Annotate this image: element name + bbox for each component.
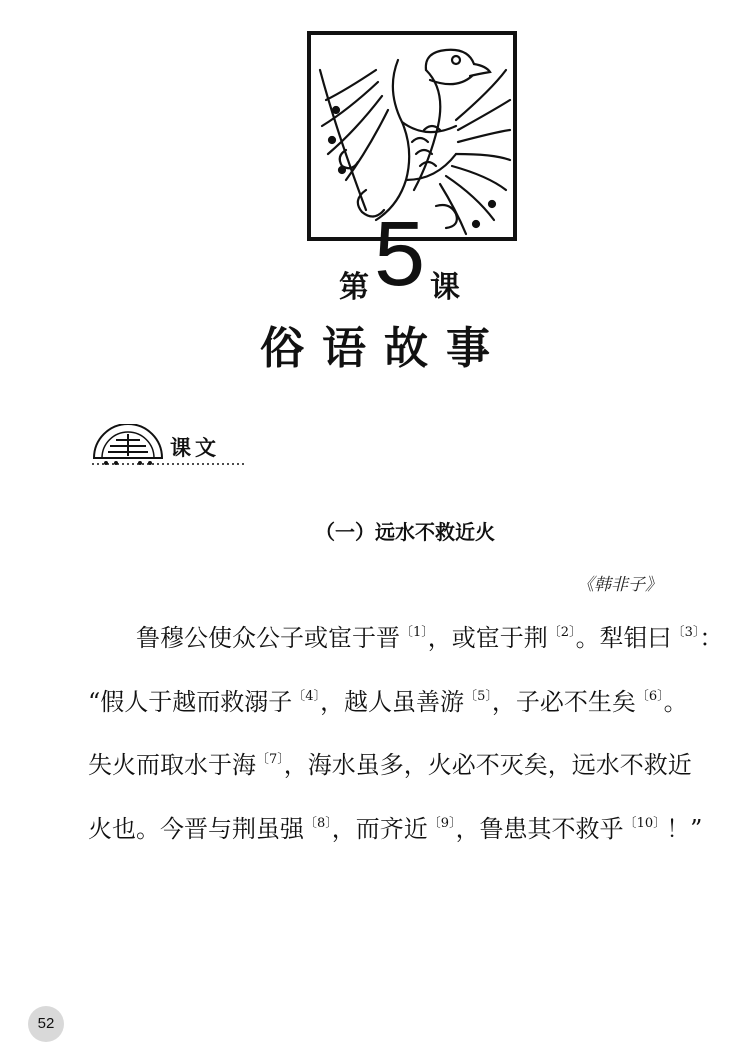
footnote-marker: 〔6〕 bbox=[635, 688, 664, 704]
footnote-marker: 〔7〕 bbox=[256, 752, 284, 767]
lesson-number: 5 bbox=[374, 203, 426, 305]
passage-line: “假人于越而救溺子$^{〔4〕}$，越人虽善游$^{〔5〕}$，子必不生矣$^{〔6〕}$。 bbox=[88, 687, 688, 716]
section-label: 课文 bbox=[170, 436, 220, 460]
passage-line: 鲁穆公使众公子或宦于晋$^{〔1〕}$，或宦于荆$^{〔2〕}$。犁钼曰$^{〔3〕}$： bbox=[136, 624, 724, 652]
ornament-icon bbox=[88, 424, 248, 468]
passage bbox=[88, 604, 724, 858]
footnote-marker: 〔1〕 bbox=[400, 625, 428, 640]
footnote-marker: 〔4〕 bbox=[292, 688, 321, 704]
footnote-marker: 〔8〕 bbox=[304, 815, 332, 831]
text-source: 《韩非子》 bbox=[577, 575, 662, 595]
passage-line: 失火而取水于海$^{〔7〕}$，海水虽多，火必不灭矣，远水不救近 bbox=[88, 751, 692, 779]
footnote-marker: 〔5〕 bbox=[464, 688, 492, 704]
footnote-marker: 〔10〕 bbox=[623, 815, 667, 831]
section-header bbox=[88, 424, 248, 468]
lesson-suffix: 课 bbox=[430, 270, 460, 305]
lesson-heading bbox=[0, 203, 750, 312]
lesson-prefix: 第 bbox=[339, 270, 369, 305]
text-heading: （一）远水不救近火 bbox=[315, 520, 495, 544]
footnote-marker: 〔2〕 bbox=[547, 625, 576, 640]
page-number: 52 bbox=[28, 1006, 64, 1042]
passage-line: 火也。今晋与荆虽强$^{〔8〕}$，而齐近$^{〔9〕}$，鲁患其不救乎$^{〔10〕}$！” bbox=[88, 814, 703, 843]
lesson-title: 俗语故事 bbox=[260, 323, 508, 374]
footnote-marker: 〔9〕 bbox=[427, 815, 456, 831]
footnote-marker: 〔3〕 bbox=[671, 625, 700, 640]
